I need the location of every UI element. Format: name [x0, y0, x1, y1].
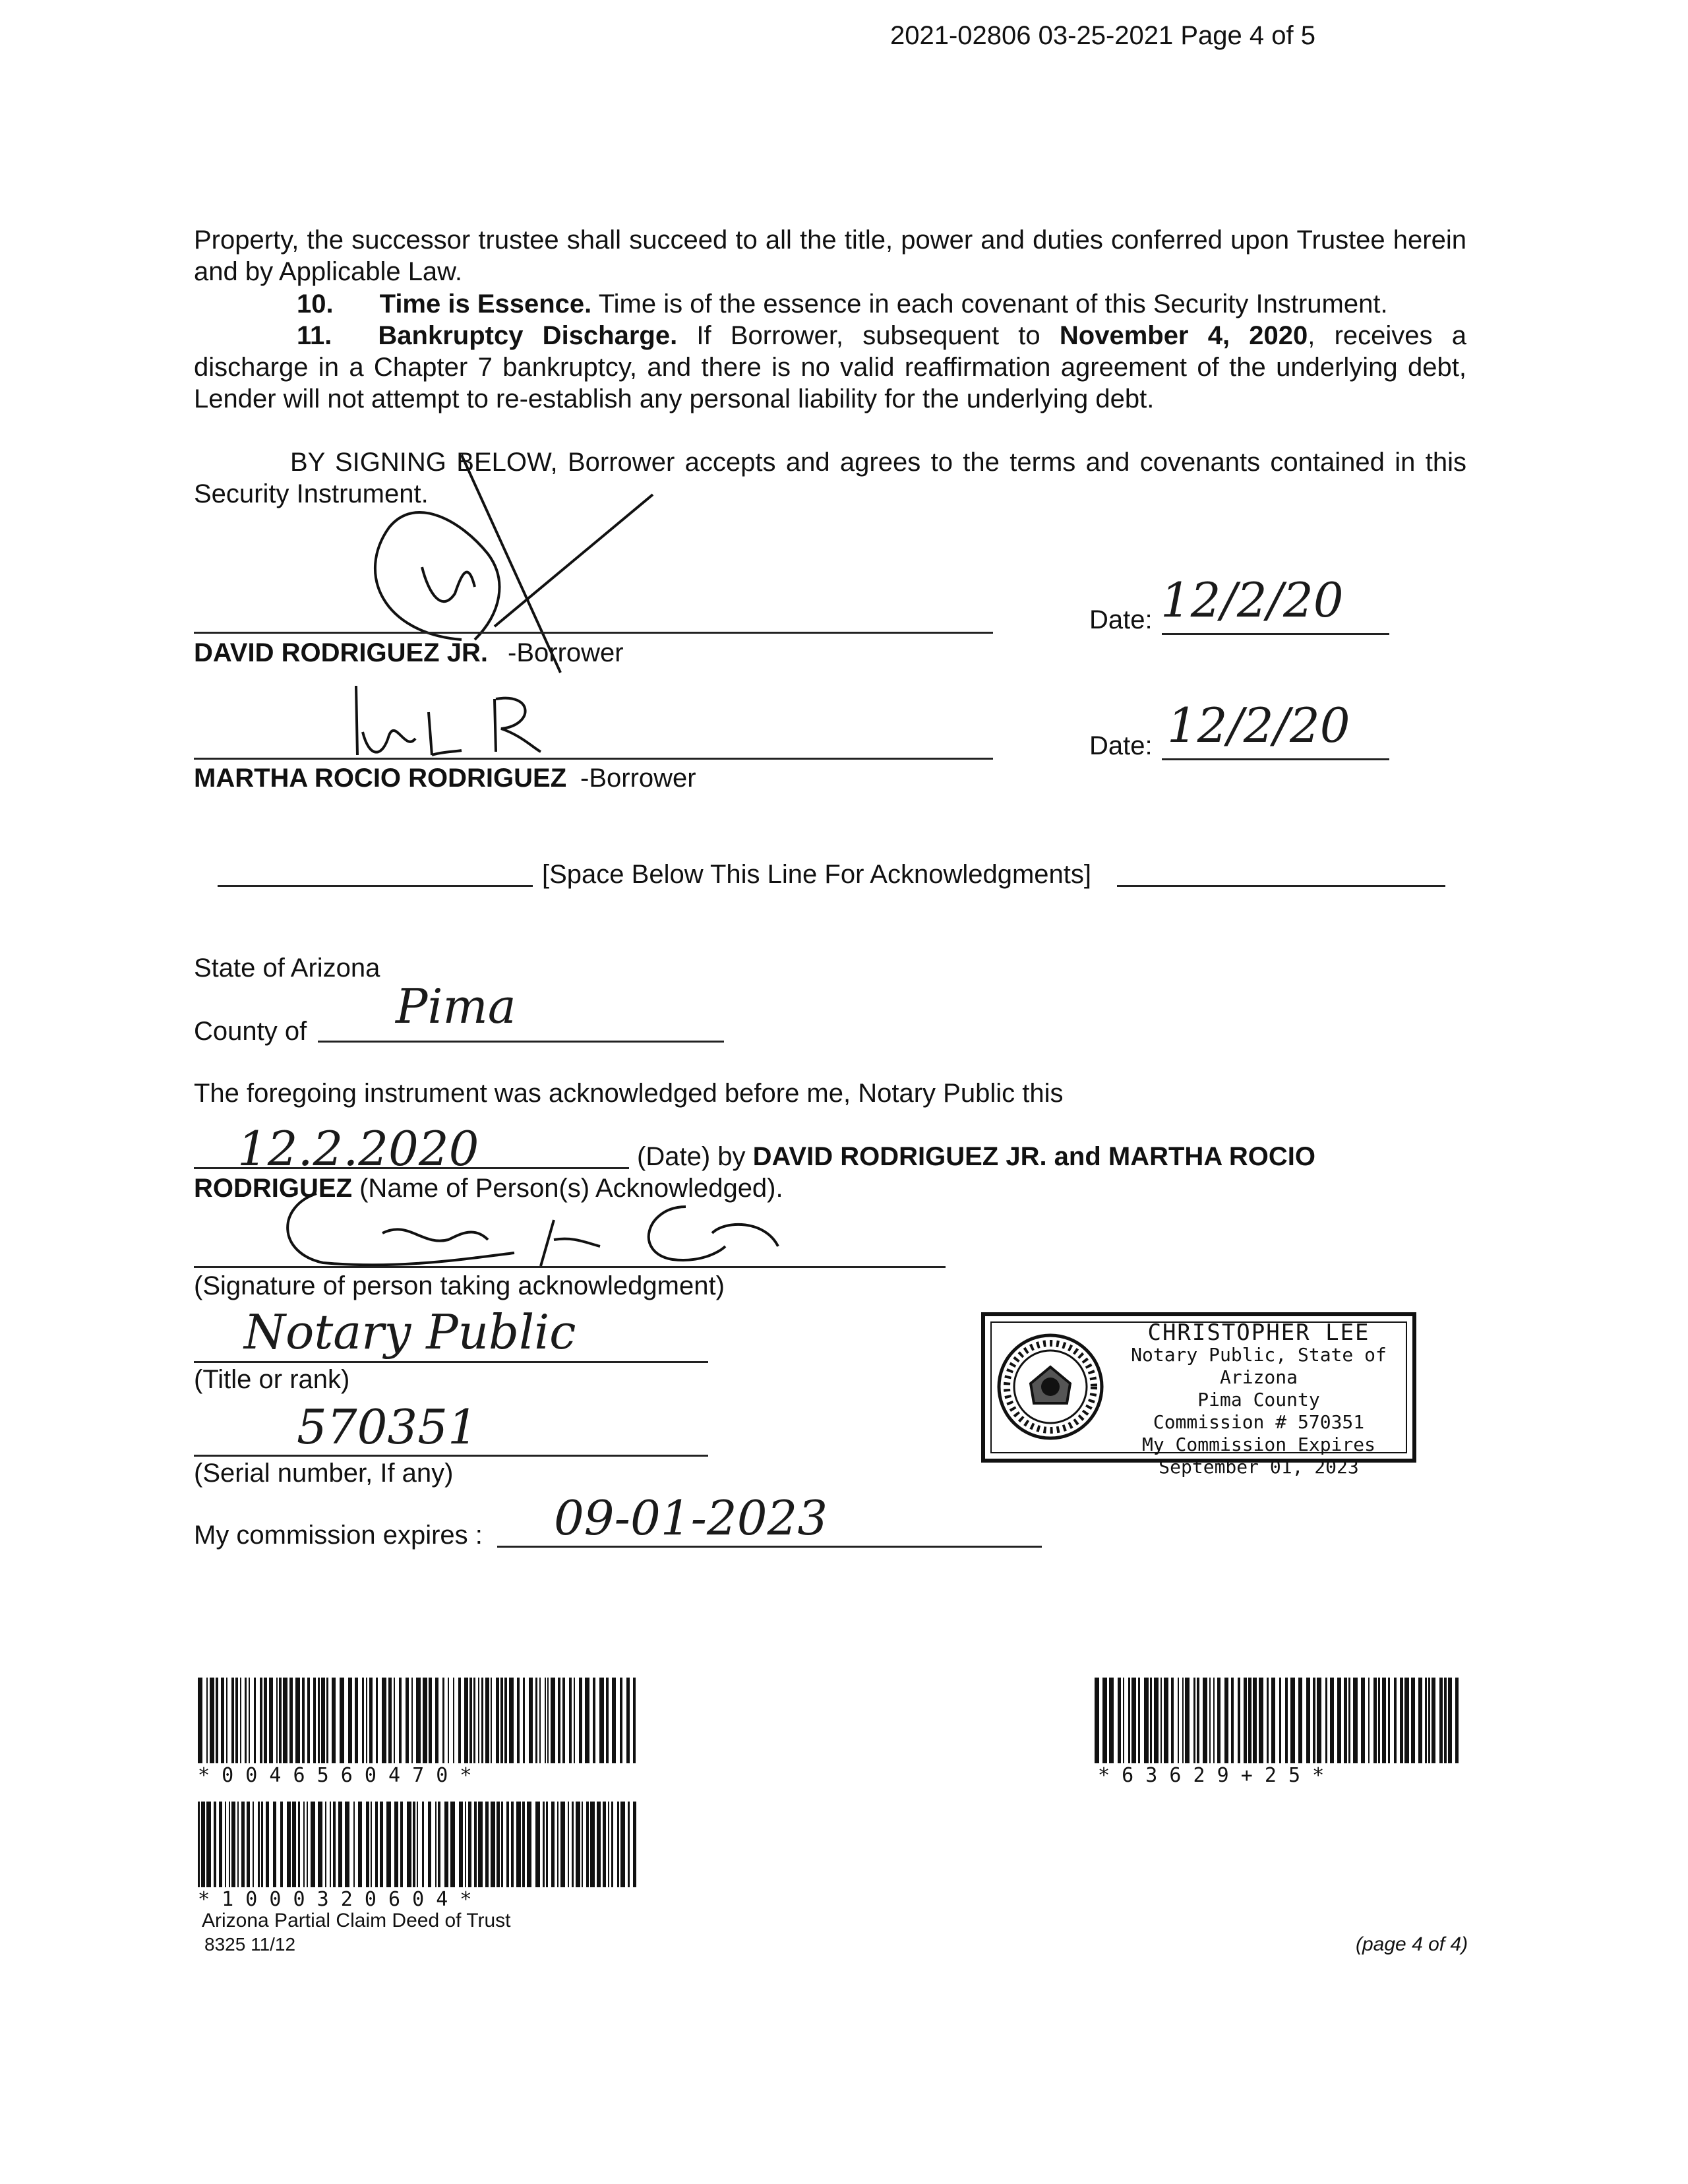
barcode-bar — [468, 1802, 471, 1887]
barcode-bar — [1448, 1678, 1452, 1763]
barcode-bar — [235, 1678, 238, 1763]
signing-statement: BY SIGNING BELOW, Borrower accepts and agrees to the terms and covenants contained in this Security Instrument. — [194, 448, 1466, 508]
signature-notary — [264, 1180, 804, 1279]
barcode-bar — [1267, 1678, 1269, 1763]
barcode-bar — [599, 1678, 604, 1763]
barcode-bar — [501, 1802, 503, 1887]
barcode-bar — [345, 1802, 349, 1887]
section-10-title: Time is Essence. — [379, 289, 592, 318]
barcode-bar — [543, 1802, 545, 1887]
barcode-bar — [529, 1678, 533, 1763]
barcode-bar — [399, 1678, 402, 1763]
barcode-bar — [1455, 1678, 1459, 1763]
barcode-bar — [264, 1678, 267, 1763]
barcode-bar — [504, 1678, 507, 1763]
barcode-bar — [269, 1678, 273, 1763]
signature-line-borrower-2 — [194, 758, 993, 760]
barcode-bar — [1404, 1678, 1409, 1763]
barcode-bar — [413, 1802, 415, 1887]
barcode-bar — [371, 1802, 372, 1887]
paragraph-continuation: Property, the successor trustee shall succeed to all the title, power and duties conferred upon Trustee herein and by Applicable Law. — [194, 226, 1466, 286]
barcode-bar — [226, 1678, 227, 1763]
barcode-2-digits: * 1 0 0 0 3 2 0 6 0 4 * — [198, 1888, 472, 1911]
barcode-bar — [546, 1802, 548, 1887]
barcode-bar — [1418, 1678, 1422, 1763]
barcode-bar — [1217, 1678, 1221, 1763]
barcode-bar — [276, 1678, 278, 1763]
serial-label: (Serial number, If any) — [194, 1459, 454, 1488]
barcode-bar — [279, 1678, 282, 1763]
barcode-bar — [1368, 1678, 1370, 1763]
barcode-bar — [1131, 1678, 1136, 1763]
barcode-1 — [198, 1678, 637, 1763]
barcode-bar — [407, 1802, 411, 1887]
barcode-bar — [539, 1678, 541, 1763]
barcode-bar — [633, 1678, 636, 1763]
barcode-bar — [1353, 1678, 1358, 1763]
barcode-bar — [590, 1802, 595, 1887]
barcode-bar — [376, 1678, 378, 1763]
barcode-bar — [1154, 1678, 1159, 1763]
county-label: County of — [194, 1017, 307, 1046]
barcode-bar — [1361, 1678, 1365, 1763]
barcode-bar — [198, 1802, 200, 1887]
barcode-bar — [523, 1678, 525, 1763]
barcode-bar — [1313, 1678, 1315, 1763]
barcode-2 — [198, 1802, 637, 1887]
barcode-bar — [325, 1802, 326, 1887]
barcode-bar — [1411, 1678, 1415, 1763]
barcode-bar — [318, 1802, 322, 1887]
barcode-bar — [1400, 1678, 1403, 1763]
barcode-bar — [516, 1802, 521, 1887]
serial-value: 570351 — [297, 1399, 478, 1455]
barcode-bar — [562, 1678, 565, 1763]
barcode-bar — [1444, 1678, 1447, 1763]
barcode-bar — [1259, 1678, 1263, 1763]
barcode-bar — [574, 1678, 575, 1763]
barcode-bar — [612, 1678, 616, 1763]
barcode-bar — [551, 1802, 555, 1887]
barcode-bar — [214, 1802, 216, 1887]
barcode-bar — [511, 1802, 514, 1887]
barcode-bar — [545, 1678, 546, 1763]
barcode-bar — [551, 1678, 555, 1763]
borrower-1-name: DAVID RODRIGUEZ JR. — [194, 638, 488, 667]
barcode-bar — [478, 1678, 479, 1763]
barcode-bar — [221, 1678, 224, 1763]
barcode-bar — [547, 1678, 549, 1763]
barcode-bar — [260, 1678, 262, 1763]
barcode-bar — [1425, 1678, 1427, 1763]
barcode-bar — [1317, 1678, 1321, 1763]
barcode-bar — [558, 1678, 560, 1763]
state-line: State of Arizona — [194, 954, 380, 983]
borrower-2-date-label: Date: — [1089, 731, 1153, 760]
barcode-bar — [1238, 1678, 1240, 1763]
expires-label: My commission expires : — [194, 1521, 483, 1550]
barcode-bar — [491, 1678, 492, 1763]
signature-borrower-2 — [343, 673, 607, 765]
barcode-bar — [1193, 1678, 1195, 1763]
barcode-bar — [485, 1678, 489, 1763]
barcode-bar — [1102, 1678, 1107, 1763]
barcode-bar — [237, 1802, 239, 1887]
barcode-bar — [416, 1678, 421, 1763]
barcode-bar — [298, 1802, 300, 1887]
borrower-1-date-line — [1162, 633, 1389, 635]
barcode-bar — [1224, 1678, 1228, 1763]
barcode-bar — [240, 1678, 241, 1763]
barcode-bar — [1197, 1678, 1199, 1763]
ack-divider-text: [Space Below This Line For Acknowledgments] — [542, 860, 1092, 889]
signature-line-borrower-1 — [194, 632, 993, 634]
ack-date-by-label: (Date) by — [637, 1142, 753, 1171]
barcode-bar — [1182, 1678, 1184, 1763]
barcode-bar — [400, 1802, 403, 1887]
barcode-bar — [453, 1678, 454, 1763]
barcode-bar — [321, 1678, 325, 1763]
notary-signature-label: (Signature of person taking acknowledgment) — [194, 1271, 725, 1300]
form-code: 8325 11/12 — [204, 1934, 296, 1955]
borrower-2-role: -Borrower — [580, 764, 696, 793]
barcode-bar — [606, 1678, 609, 1763]
county-line — [318, 1041, 724, 1043]
section-10-number: 10. — [297, 289, 334, 318]
barcode-bar — [506, 1802, 509, 1887]
ack-names-suffix: (Name of Person(s) Acknowledged). — [352, 1174, 783, 1203]
section-10 — [297, 288, 1388, 320]
barcode-bar — [1213, 1678, 1215, 1763]
barcode-bar — [1171, 1678, 1174, 1763]
barcode-bar — [355, 1678, 358, 1763]
barcode-bar — [258, 1802, 260, 1887]
barcode-bar — [1394, 1678, 1397, 1763]
barcode-bar — [444, 1802, 448, 1887]
barcode-bar — [485, 1802, 489, 1887]
title-line — [194, 1361, 708, 1363]
barcode-bar — [428, 1802, 431, 1887]
barcode-bar — [478, 1802, 483, 1887]
barcode-bar — [497, 1802, 500, 1887]
barcode-bar — [1439, 1678, 1443, 1763]
barcode-bar — [450, 1802, 455, 1887]
ack-date-value: 12.2.2020 — [237, 1121, 479, 1176]
barcode-bar — [438, 1802, 440, 1887]
page-number: (page 4 of 4) — [1356, 1933, 1468, 1955]
barcode-bar — [582, 1802, 583, 1887]
barcode-bar — [527, 1802, 531, 1887]
barcode-bar — [1378, 1678, 1380, 1763]
barcode-bar — [254, 1678, 256, 1763]
barcode-bar — [608, 1802, 609, 1887]
barcode-bar — [617, 1802, 619, 1887]
barcode-bar — [481, 1678, 483, 1763]
barcode-bar — [366, 1802, 369, 1887]
arizona-seal-icon — [994, 1331, 1106, 1443]
barcode-bar — [522, 1802, 525, 1887]
barcode-bar — [1109, 1678, 1114, 1763]
ack-date-by — [637, 1141, 1315, 1172]
barcode-bar — [1209, 1678, 1211, 1763]
barcode-bar — [628, 1802, 630, 1887]
barcode-bar — [280, 1802, 283, 1887]
barcode-bar — [1337, 1678, 1341, 1763]
barcode-bar — [1128, 1678, 1130, 1763]
barcode-bar — [206, 1802, 211, 1887]
barcode-bar — [560, 1802, 565, 1887]
barcode-bar — [338, 1802, 342, 1887]
title-value: Notary Public — [244, 1304, 576, 1360]
barcode-bar — [593, 1678, 595, 1763]
serial-line — [194, 1455, 708, 1457]
barcode-bar — [1203, 1678, 1207, 1763]
barcode-bar — [201, 1802, 205, 1887]
barcode-bar — [586, 1802, 589, 1887]
barcode-bar — [1344, 1678, 1347, 1763]
recording-stamp: 2021-02806 03-25-2021 Page 4 of 5 — [890, 21, 1315, 50]
barcode-bar — [1095, 1678, 1099, 1763]
barcode-bar — [332, 1678, 336, 1763]
barcode-bar — [198, 1678, 202, 1763]
barcode-bar — [241, 1802, 245, 1887]
barcode-bar — [266, 1802, 269, 1887]
section-11-number: 11. — [297, 321, 332, 350]
barcode-bar — [435, 1678, 438, 1763]
barcode-bar — [406, 1678, 409, 1763]
barcode-bar — [557, 1802, 558, 1887]
barcode-bar — [417, 1802, 418, 1887]
section-11-text-b: , receives a discharge in a Chapter 7 bankruptcy, and there is no valid reaffirmation agreement of the underlying debt, Lender will not attempt to re-establish any personal liability for the underlying debt. — [194, 321, 1467, 413]
barcode-bar — [225, 1802, 226, 1887]
seal-line-3: Commission # 570351 — [1153, 1411, 1365, 1433]
barcode-bar — [307, 1678, 310, 1763]
barcode-bar — [1178, 1678, 1179, 1763]
seal-line-5: September 01, 2023 — [1159, 1456, 1359, 1478]
barcode-bar — [1253, 1678, 1257, 1763]
barcode-3 — [1095, 1678, 1459, 1763]
barcode-bar — [620, 1802, 625, 1887]
foregoing-statement: The foregoing instrument was acknowledged before me, Notary Public this — [194, 1079, 1064, 1108]
barcode-bar — [568, 1802, 569, 1887]
barcode-bar — [1325, 1678, 1327, 1763]
barcode-bar — [1244, 1678, 1247, 1763]
expires-line — [497, 1546, 1042, 1548]
borrower-2-date-value: 12/2/20 — [1167, 698, 1350, 753]
barcode-bar — [369, 1678, 373, 1763]
barcode-bar — [362, 1678, 364, 1763]
barcode-bar — [210, 1678, 214, 1763]
form-name: Arizona Partial Claim Deed of Trust — [202, 1910, 511, 1931]
barcode-bar — [633, 1802, 636, 1887]
barcode-bar — [287, 1802, 291, 1887]
barcode-bar — [620, 1678, 622, 1763]
barcode-bar — [1388, 1678, 1390, 1763]
barcode-bar — [348, 1678, 352, 1763]
barcode-bar — [448, 1678, 449, 1763]
section-11-date: November 4, 2020 — [1059, 321, 1308, 350]
barcode-bar — [585, 1678, 589, 1763]
barcode-bar — [1231, 1678, 1234, 1763]
barcode-bar — [353, 1802, 355, 1887]
barcode-bar — [247, 1802, 250, 1887]
barcode-bar — [330, 1802, 331, 1887]
barcode-bar — [1290, 1678, 1295, 1763]
expires-value: 09-01-2023 — [554, 1490, 828, 1546]
barcode-bar — [326, 1678, 328, 1763]
barcode-bar — [442, 1678, 444, 1763]
barcode-bar — [496, 1678, 499, 1763]
barcode-bar — [1144, 1678, 1149, 1763]
barcode-bar — [1330, 1678, 1334, 1763]
borrower-1-role: -Borrower — [508, 638, 624, 667]
section-11 — [194, 320, 1466, 415]
ack-names-a: DAVID RODRIGUEZ JR. and MARTHA ROCIO — [752, 1142, 1315, 1171]
barcode-bar — [423, 1678, 427, 1763]
barcode-bar — [1298, 1678, 1302, 1763]
barcode-bar — [465, 1802, 466, 1887]
barcode-bar — [303, 1802, 305, 1887]
barcode-3-digits: * 6 3 6 2 9 + 2 5 * — [1098, 1764, 1325, 1787]
barcode-bar — [292, 1802, 296, 1887]
barcode-bar — [1373, 1678, 1377, 1763]
barcode-bar — [576, 1802, 580, 1887]
county-value: Pima — [396, 979, 516, 1034]
barcode-bar — [1348, 1678, 1350, 1763]
barcode-bar — [206, 1678, 208, 1763]
barcode-bar — [283, 1678, 287, 1763]
barcode-bar — [626, 1678, 630, 1763]
barcode-bar — [459, 1802, 463, 1887]
notary-signature-line — [194, 1266, 946, 1268]
barcode-bar — [382, 1678, 386, 1763]
barcode-bar — [535, 1802, 540, 1887]
barcode-bar — [231, 1678, 234, 1763]
barcode-bar — [535, 1678, 537, 1763]
barcode-bar — [313, 1678, 316, 1763]
barcode-bar — [307, 1802, 308, 1887]
barcode-bar — [572, 1802, 574, 1887]
barcode-bar — [1123, 1678, 1124, 1763]
barcode-bar — [1271, 1678, 1275, 1763]
barcode-bar — [333, 1802, 336, 1887]
barcode-bar — [1382, 1678, 1386, 1763]
barcode-bar — [500, 1678, 503, 1763]
seal-line-4: My Commission Expires — [1141, 1434, 1375, 1455]
notary-seal-text — [1104, 1321, 1414, 1478]
barcode-bar — [469, 1678, 472, 1763]
barcode-bar — [509, 1678, 514, 1763]
barcode-bar — [375, 1802, 378, 1887]
barcode-bar — [1164, 1678, 1168, 1763]
barcode-bar — [366, 1678, 367, 1763]
barcode-bar — [491, 1802, 495, 1887]
barcode-bar — [249, 1678, 250, 1763]
borrower-1-date-value: 12/2/20 — [1160, 572, 1344, 628]
barcode-bar — [1248, 1678, 1251, 1763]
barcode-bar — [429, 1678, 432, 1763]
barcode-bar — [302, 1678, 305, 1763]
borrower-1-date-label: Date: — [1089, 605, 1153, 634]
barcode-bar — [318, 1678, 320, 1763]
barcode-bar — [517, 1678, 520, 1763]
barcode-bar — [311, 1802, 315, 1887]
borrower-2-name: MARTHA ROCIO RODRIGUEZ — [194, 764, 567, 793]
barcode-1-digits: * 0 0 4 6 5 6 0 4 7 0 * — [198, 1764, 472, 1787]
barcode-bar — [229, 1802, 230, 1887]
barcode-bar — [394, 1678, 395, 1763]
barcode-bar — [1185, 1678, 1190, 1763]
barcode-bar — [1306, 1678, 1310, 1763]
ack-date-line — [194, 1167, 629, 1169]
barcode-bar — [1160, 1678, 1162, 1763]
barcode-bar — [473, 1678, 475, 1763]
barcode-bar — [273, 1802, 276, 1887]
seal-line-1: Notary Public, State of Arizona — [1131, 1344, 1387, 1388]
barcode-bar — [388, 1678, 392, 1763]
ack-divider-right — [1117, 885, 1445, 887]
barcode-bar — [611, 1802, 613, 1887]
barcode-bar — [386, 1802, 391, 1887]
barcode-bar — [295, 1678, 300, 1763]
barcode-bar — [380, 1802, 383, 1887]
barcode-bar — [411, 1678, 413, 1763]
barcode-bar — [464, 1678, 468, 1763]
barcode-bar — [289, 1678, 293, 1763]
barcode-bar — [569, 1678, 572, 1763]
barcode-bar — [358, 1802, 362, 1887]
barcode-bar — [1138, 1678, 1140, 1763]
barcode-bar — [1279, 1678, 1281, 1763]
barcode-bar — [597, 1802, 601, 1887]
barcode-bar — [458, 1678, 461, 1763]
ack-names-b: RODRIGUEZ — [194, 1174, 352, 1203]
barcode-bar — [245, 1678, 247, 1763]
seal-name: CHRISTOPHER LEE — [1147, 1320, 1370, 1346]
section-10-text: Time is of the essence in each covenant of this Security Instrument. — [591, 289, 1388, 318]
barcode-bar — [435, 1802, 437, 1887]
barcode-bar — [603, 1802, 606, 1887]
barcode-bar — [394, 1802, 398, 1887]
title-label: (Title or rank) — [194, 1365, 350, 1394]
notary-seal — [981, 1312, 1416, 1478]
barcode-bar — [422, 1802, 424, 1887]
barcode-bar — [1432, 1678, 1435, 1763]
ack-divider-left — [218, 885, 533, 887]
barcode-bar — [1285, 1678, 1288, 1763]
barcode-bar — [219, 1802, 222, 1887]
barcode-bar — [231, 1802, 235, 1887]
barcode-bar — [474, 1802, 477, 1887]
barcode-bar — [253, 1802, 254, 1887]
barcode-bar — [579, 1678, 582, 1763]
barcode-bar — [216, 1678, 218, 1763]
barcode-bar — [1428, 1678, 1430, 1763]
barcode-bar — [340, 1678, 344, 1763]
section-11-text-a: If Borrower, subsequent to — [677, 321, 1060, 350]
section-11-title: Bankruptcy Discharge. — [378, 321, 678, 350]
borrower-2-date-line — [1162, 758, 1389, 760]
barcode-bar — [1150, 1678, 1152, 1763]
barcode-bar — [1118, 1678, 1121, 1763]
seal-line-2: Pima County — [1197, 1389, 1320, 1410]
barcode-bar — [261, 1802, 263, 1887]
